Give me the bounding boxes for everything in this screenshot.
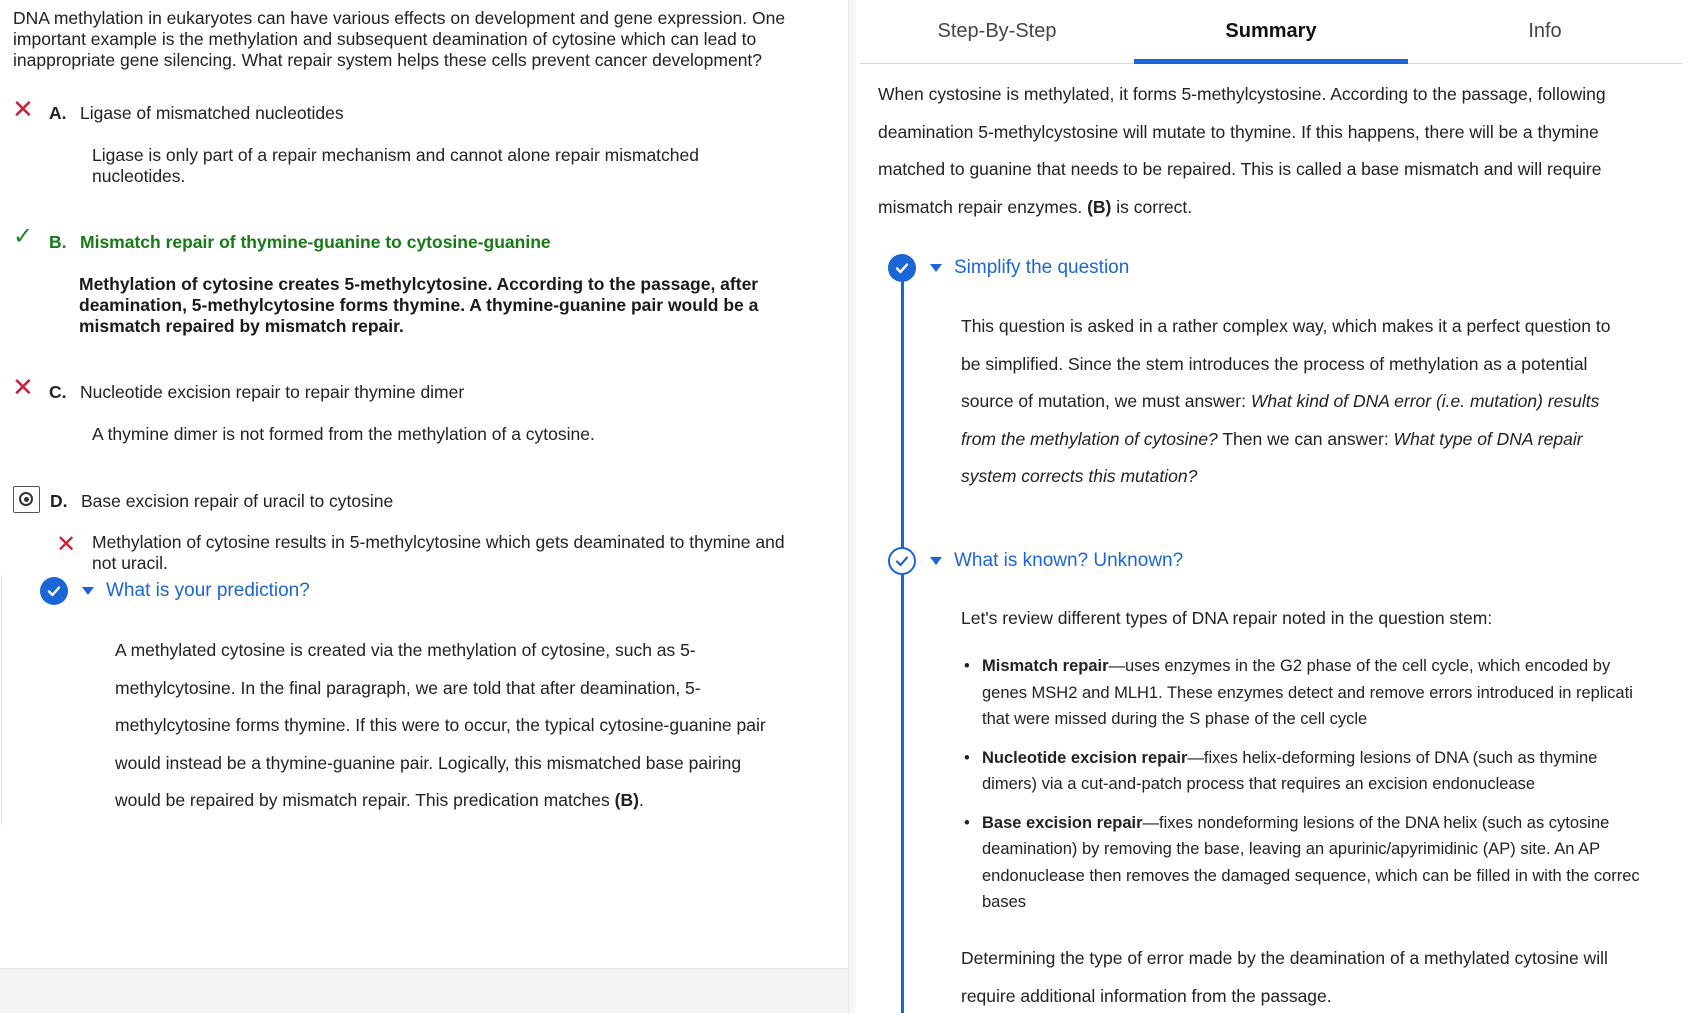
stem-line: inappropriate gene silencing. What repair system helps these cells prevent cancer development? <box>13 50 763 70</box>
list-item: • Nucleotide excision repair—fixes helix-deforming lesions of DNA (such as thymine dimers) via a cut-and-patch process that requires an excision endonuclease <box>964 745 1684 798</box>
prediction-line: A methylated cytosine is created via the methylation of cytosine, such as 5- <box>115 640 696 660</box>
summary-line: matched to guanine that needs to be repaired. This is called a base mismatch and will require <box>878 159 1602 179</box>
stem-line: important example is the methylation and subsequent deamination of cytosine which can lead to <box>13 29 757 49</box>
choice-b-explanation <box>79 274 839 337</box>
known-conclusion <box>961 940 1681 1013</box>
question-stem <box>13 8 841 71</box>
prediction-text <box>115 632 835 820</box>
explanation-line: A thymine dimer is not formed from the methylation of a cytosine. <box>92 424 595 444</box>
repair-types-list <box>964 653 1684 928</box>
bottom-bar <box>0 968 848 1013</box>
caret-down-icon <box>930 557 942 565</box>
simplify-text <box>961 308 1681 496</box>
list-item: • Mismatch repair—uses enzymes in the G2 phase of the cell cycle, which encoded by genes MSH2 and MLH1. These enzymes detect and remove errors introduced in replicati that were missed during the S phase of the cell cycle <box>964 653 1684 733</box>
choice-text: Base excision repair of uracil to cytosine <box>81 491 394 511</box>
explanation-line: deamination, 5-methylcytosine forms thymine. A thymine-guanine pair would be a <box>79 295 759 315</box>
prediction-title: What is your prediction? <box>106 580 310 601</box>
choice-d-explanation <box>92 532 832 574</box>
incorrect-x-icon: ✕ <box>12 94 34 124</box>
explanation-line: Ligase is only part of a repair mechanism and cannot alone repair mismatched <box>92 145 699 165</box>
pane-divider[interactable] <box>848 0 856 1013</box>
choice-a-explanation <box>92 145 832 187</box>
explanation-line: mismatch repaired by mismatch repair. <box>79 316 404 336</box>
panel-border <box>1 575 2 825</box>
choice-c-explanation <box>92 424 832 445</box>
incorrect-x-icon: ✕ <box>56 531 77 558</box>
prediction-line: methylcytosine. In the final paragraph, we are told that after deamination, 5- <box>115 677 701 698</box>
conclusion-line: Determining the type of error made by the deamination of a methylated cytosine will <box>961 948 1608 968</box>
choice-letter: C. <box>49 382 67 402</box>
simplify-line: system corrects this mutation? <box>961 466 1198 486</box>
choice-letter: D. <box>50 491 68 511</box>
selected-radio-icon[interactable] <box>13 486 40 513</box>
choice-text: Ligase of mismatched nucleotides <box>80 103 344 123</box>
known-title: What is known? Unknown? <box>954 550 1184 571</box>
known-intro: Let's review different types of DNA repair noted in the question stem: <box>961 608 1493 628</box>
summary-text <box>878 76 1678 226</box>
tab-info[interactable]: Info <box>1528 20 1562 42</box>
simplify-line: be simplified. Since the stem introduces the process of methylation as a potential <box>961 353 1588 374</box>
list-item: • Base excision repair—fixes nondeforming lesions of the DNA helix (such as cytosine deamination) by removing the base, leaving an apurinic/apyrimidinic (AP) site. An AP endonuclease then removes the damaged sequence, which can be filled in with the correc bases <box>964 810 1684 916</box>
summary-line: When cystosine is methylated, it forms 5-methylcystosine. According to the passage, following <box>878 84 1606 104</box>
caret-down-icon <box>930 264 942 272</box>
simplify-line: source of mutation, we must answer: What kind of DNA error (i.e. mutation) results <box>961 391 1600 411</box>
known-header[interactable] <box>888 547 1183 575</box>
explanation-line: Methylation of cytosine results in 5-methylcytosine which gets deaminated to thymine and <box>92 532 785 552</box>
conclusion-line: require additional information from the passage. <box>961 985 1332 1006</box>
caret-down-icon <box>82 587 94 595</box>
explanation-line: not uracil. <box>92 553 168 573</box>
prediction-line: methylcytosine forms thymine. If this were to occur, the typical cytosine-guanine pair <box>115 715 766 735</box>
choice-text: Nucleotide excision repair to repair thymine dimer <box>80 382 465 402</box>
tab-bar <box>860 0 1682 64</box>
simplify-line: from the methylation of cytosine? Then we can answer: What type of DNA repair <box>961 428 1583 449</box>
choice-letter: A. <box>49 103 67 123</box>
check-circle-icon <box>888 254 916 282</box>
prediction-line: would instead be a thymine-guanine pair. Logically, this mismatched base pairing <box>115 752 742 773</box>
choice-letter: B. <box>49 232 67 252</box>
prediction-header[interactable] <box>40 577 310 605</box>
prediction-line: would be repaired by mismatch repair. This predication matches (B). <box>115 790 644 810</box>
explanation-line: Methylation of cytosine creates 5-methylcytosine. According to the passage, after <box>79 274 759 294</box>
incorrect-x-icon: ✕ <box>12 372 34 402</box>
tab-step-by-step[interactable]: Step-By-Step <box>937 20 1057 42</box>
summary-line: deamination 5-methylcystosine will mutate to thymine. If this happens, there will be a thymine <box>878 121 1599 142</box>
explanation-line: nucleotides. <box>92 166 186 186</box>
timeline-line <box>901 270 904 1013</box>
summary-line: mismatch repair enzymes. (B) is correct. <box>878 196 1193 217</box>
simplify-title: Simplify the question <box>954 257 1130 278</box>
explanation-pane <box>856 0 1687 1013</box>
check-circle-icon <box>40 577 68 605</box>
simplify-header[interactable] <box>888 254 1129 282</box>
check-circle-outline-icon <box>888 547 916 575</box>
simplify-line: This question is asked in a rather complex way, which makes it a perfect question to <box>961 316 1611 336</box>
stem-line: DNA methylation in eukaryotes can have various effects on development and gene expression. One <box>13 8 786 28</box>
choice-text: Mismatch repair of thymine-guanine to cytosine-guanine <box>80 232 551 252</box>
correct-check-icon: ✓ <box>13 223 34 250</box>
tab-summary[interactable]: Summary <box>1134 0 1408 63</box>
